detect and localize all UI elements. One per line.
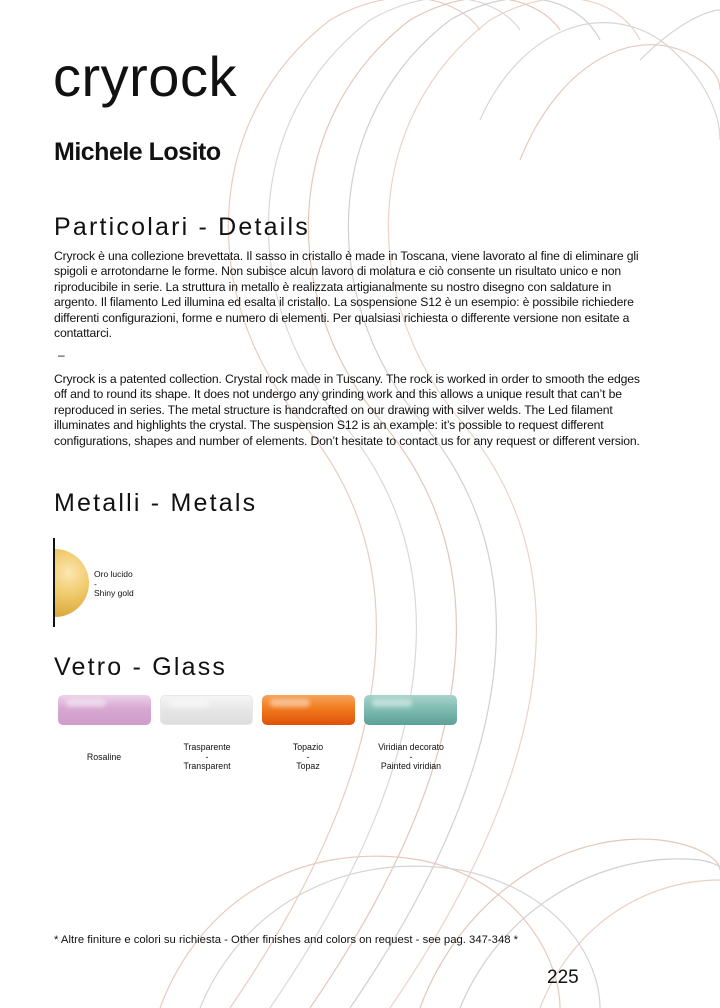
product-title: cryrock bbox=[53, 45, 237, 108]
details-text-english: Cryrock is a patented collection. Crystal rock made in Tuscany. The rock is worked in order to smooth the edges off and to round its shape. It does not undergo any grinding work and this allows a unique result that can’t be reproduced in series. The metal structure is handcrafted on our drawing with silver welds. The Led filament illuminates and highlights the crystal. The suspension S12 is an example: it’s possible to request different configurations, shapes and number of elements. Don’t hesitate to contact us for any request or different version. bbox=[54, 372, 640, 448]
glass-label-sep: - bbox=[306, 751, 310, 762]
glass-label-en: Topaz bbox=[296, 761, 320, 772]
details-heading: Particolari - Details bbox=[54, 213, 310, 241]
metal-label-en: Shiny gold bbox=[94, 588, 134, 598]
glass-swatch-painted-viridian bbox=[364, 695, 457, 725]
glass-heading: Vetro - Glass bbox=[54, 653, 228, 681]
glass-label-it: Rosaline bbox=[86, 752, 122, 762]
shiny-gold-swatch bbox=[55, 549, 89, 617]
metal-label-sep: - bbox=[94, 578, 97, 589]
page-number: 225 bbox=[547, 967, 579, 988]
metal-label-shiny-gold bbox=[94, 570, 134, 599]
finishes-footnote: * Altre finiture e colori su richiesta - Other finishes and colors on request - see pag. 347-348 * bbox=[54, 934, 519, 946]
metals-heading: Metalli - Metals bbox=[54, 489, 258, 517]
designer-name: Michele Losito bbox=[54, 138, 221, 166]
glass-swatch-rosaline bbox=[58, 695, 151, 725]
glass-label-sep: - bbox=[205, 751, 209, 762]
glass-label-sep: - bbox=[409, 751, 413, 762]
glass-label-painted-viridian bbox=[361, 743, 461, 772]
glass-label-en: Painted viridian bbox=[380, 761, 442, 772]
language-separator: – bbox=[58, 348, 65, 362]
glass-label-en: Transparent bbox=[183, 761, 231, 772]
glass-swatch-transparent bbox=[160, 695, 253, 725]
glass-label-it: Trasparente bbox=[183, 742, 231, 752]
glass-label-transparent bbox=[157, 743, 257, 772]
details-text-italian: Cryrock è una collezione brevettata. Il sasso in cristallo è made in Toscana, viene lavorato al fine di eliminare gli spigoli e arrotondarne le forme. Non subisce alcun lavoro di molatura e ciò consente un risultato unico e non riproducibile in serie. La struttura in metallo è realizzata artigianalmente su nostro disegno con saldature in argento. Il filamento Led illumina ed esalta il cristallo. La sospensione S12 è un esempio: è possibile richiedere differenti configurazioni, forme e numero di elementi. Per qualsiasi richiesta o differente versione non esitate a contattarci. bbox=[54, 249, 639, 341]
glass-label-it: Topazio bbox=[292, 742, 324, 752]
metal-label-it: Oro lucido bbox=[94, 569, 133, 579]
glass-swatch-topaz bbox=[262, 695, 355, 725]
glass-label-rosaline bbox=[54, 753, 154, 763]
glass-label-it: Viridian decorato bbox=[378, 742, 444, 752]
glass-label-topaz bbox=[258, 743, 358, 772]
